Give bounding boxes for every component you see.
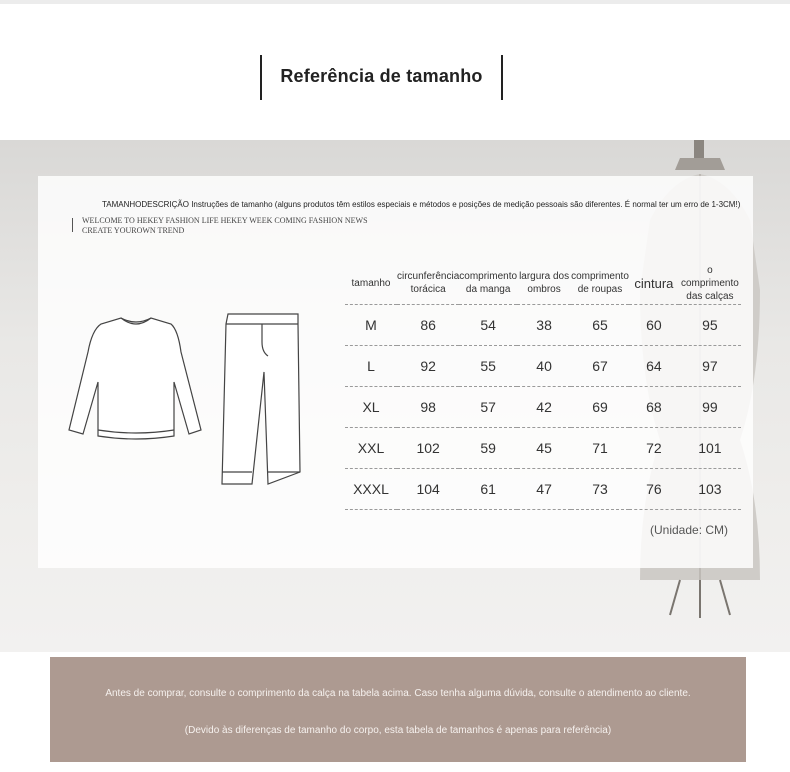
- col-header: comprimento da manga: [459, 271, 518, 295]
- value-cell: 47: [536, 481, 552, 497]
- table-row: [345, 346, 741, 387]
- size-cell: XXL: [357, 440, 385, 456]
- value-cell: 45: [536, 440, 552, 456]
- col-header: cintura: [634, 275, 674, 291]
- table-row: [345, 428, 741, 469]
- value-cell: 54: [480, 317, 496, 333]
- garment-drawings: [66, 312, 306, 492]
- subtitle-bar: [72, 218, 73, 232]
- top-divider: [0, 0, 790, 4]
- value-cell: 67: [592, 358, 608, 374]
- col-header: o comprimento das calças: [680, 264, 739, 302]
- value-cell: 64: [646, 358, 662, 374]
- value-cell: 98: [420, 399, 436, 415]
- value-cell: 40: [536, 358, 552, 374]
- value-cell: 102: [416, 440, 440, 456]
- pants-icon: [222, 314, 300, 484]
- size-cell: M: [365, 317, 377, 333]
- value-cell: 99: [702, 399, 718, 415]
- value-cell: 55: [480, 358, 496, 374]
- value-cell: 65: [592, 317, 608, 333]
- size-cell: L: [367, 358, 375, 374]
- size-description: TAMANHODESCRIÇÃO Instruções de tamanho (alguns produtos têm estilos especiais e métodos e posições de medição pessoais são diferentes. É normal ter um erro de 1-3CM!): [102, 200, 741, 209]
- value-cell: 92: [420, 358, 436, 374]
- table-row: [345, 469, 741, 510]
- size-cell: XL: [362, 399, 380, 415]
- value-cell: 104: [416, 481, 440, 497]
- table-row: [345, 387, 741, 428]
- value-cell: 38: [536, 317, 552, 333]
- unit-label: (Unidade: CM): [650, 523, 729, 537]
- value-cell: 95: [702, 317, 718, 333]
- col-header: circunferência torácica: [397, 271, 460, 295]
- value-cell: 68: [646, 399, 662, 415]
- value-cell: 97: [702, 358, 718, 374]
- subtitle-line-2: CREATE YOUROWN TREND: [82, 226, 185, 235]
- value-cell: 86: [420, 317, 436, 333]
- shirt-icon: [69, 318, 201, 439]
- col-header: largura dos ombros: [519, 271, 570, 295]
- title-frame: [260, 55, 503, 100]
- table-row: [345, 305, 741, 346]
- value-cell: 59: [480, 440, 496, 456]
- col-header: comprimento de roupas: [571, 271, 629, 295]
- subtitle-line-1: WELCOME TO HEKEY FASHION LIFE HEKEY WEEK COMING FASHION NEWS: [82, 216, 368, 225]
- value-cell: 76: [646, 481, 662, 497]
- value-cell: 61: [480, 481, 496, 497]
- value-cell: 103: [698, 481, 722, 497]
- value-cell: 69: [592, 399, 608, 415]
- value-cell: 57: [480, 399, 496, 415]
- value-cell: 101: [698, 440, 722, 456]
- table-header-row: [345, 262, 741, 305]
- value-cell: 72: [646, 440, 662, 456]
- subtitle: [82, 216, 368, 236]
- value-cell: 42: [536, 399, 552, 415]
- title-bar-right: [501, 55, 503, 100]
- footer-note-box: [50, 657, 746, 762]
- note-line-2: (Devido às diferenças de tamanho do corpo, esta tabela de tamanhos é apenas para referência): [184, 725, 612, 736]
- value-cell: 71: [592, 440, 608, 456]
- col-header: tamanho: [351, 277, 391, 289]
- size-cell: XXXL: [353, 481, 389, 497]
- note-line-1: Antes de comprar, consulte o comprimento da calça na tabela acima. Caso tenha alguma dúvida, consulte o atendimento ao cliente.: [105, 688, 691, 699]
- value-cell: 73: [592, 481, 608, 497]
- page-title: Referência de tamanho: [280, 66, 483, 86]
- value-cell: 60: [646, 317, 662, 333]
- size-table: [345, 262, 741, 510]
